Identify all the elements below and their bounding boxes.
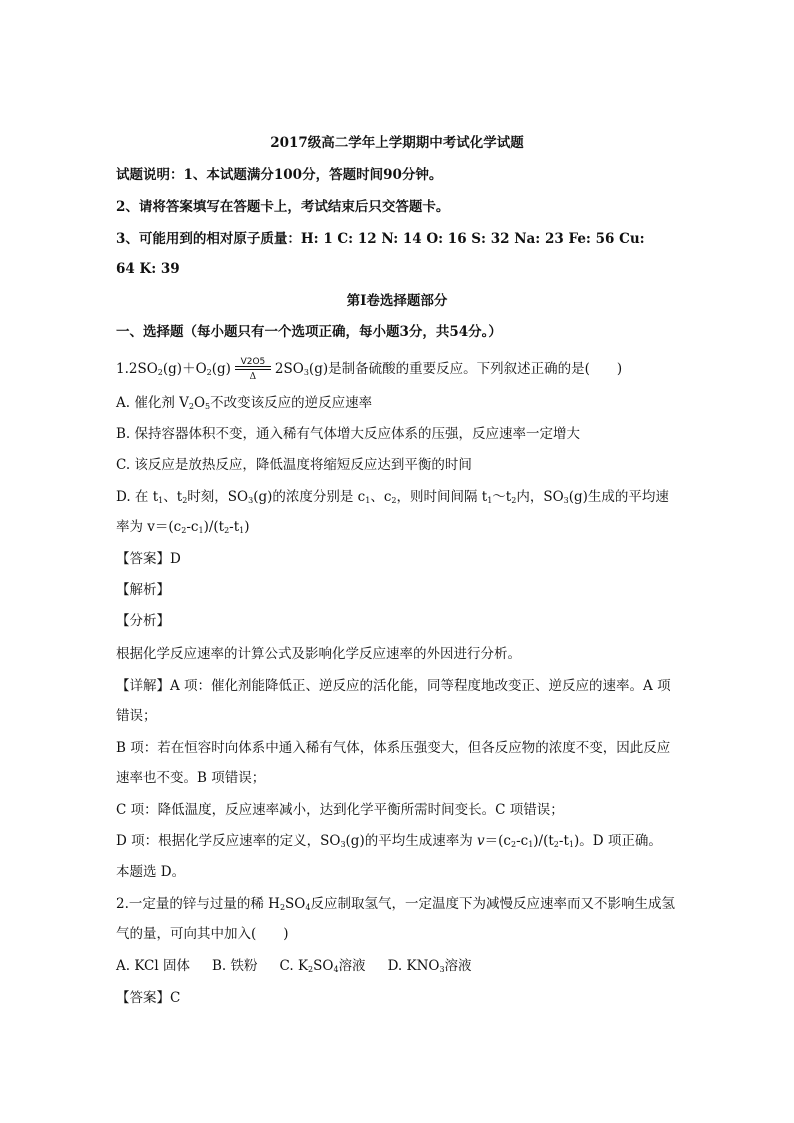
q1-fenxi-label: 【分析】	[116, 613, 170, 629]
q2-option-b: B. 铁粉	[212, 958, 258, 974]
q1-detail-c: C 项：降低温度，反应速率减小，达到化学平衡所需时间变长。C 项错误；	[116, 802, 564, 818]
q1-option-d-cont: 率为 $v=(c_2-c_1)/(t_2-t_1)$	[116, 519, 250, 535]
instructions-line-3-cont: 64 K: 39	[116, 261, 180, 277]
q1-stem: $1.2SO_2(g)+O_2(g)$ $\frac{V2O5}{\Delta}$ $2SO_3(g)$是制备硫酸的重要反应。下列叙述正确的是( )	[116, 357, 623, 382]
q1-option-b: B. 保持容器体积不变，通入稀有气体增大反应体系的压强，反应速率一定增大	[116, 426, 581, 442]
exam-title: 2017级高二学年上学期期中考试化学试题	[270, 135, 524, 151]
q1-analysis-label: 【解析】	[116, 582, 170, 598]
q1-conclusion: 本题选 D。	[116, 864, 186, 880]
q1-detail-d: D 项：根据化学反应速率的定义，$SO_3(g)$的平均生成速率为 $v=(c_2-c_1)/(t_2-t_1)$。D 项正确。	[116, 833, 662, 849]
q1-answer: 【答案】D	[116, 551, 181, 567]
q1-detail-a-cont: 错误；	[116, 708, 157, 724]
q1-option-c: C. 该反应是放热反应，降低温度将缩短反应达到平衡的时间	[116, 457, 472, 473]
q2-option-c: C. $K_2SO_4$溶液	[279, 958, 366, 974]
reaction-condition-arrow: $\frac{V2O5}{\Delta}$	[233, 357, 273, 377]
instructions-line-2: 2、请将答案填写在答题卡上，考试结束后只交答题卡。	[116, 199, 450, 215]
q2-stem: 2.一定量的锌与过量的稀 $H_2SO_4$反应制取氢气，一定温度下为减慢反应速率而又不影响生成氢	[116, 896, 675, 912]
q1-detail-b: B 项：若在恒容时向体系中通入稀有气体，体系压强变大，但各反应物的浓度不变，因此反应	[116, 740, 671, 756]
q1-option-d: D. 在 $t_1$、$t_2$时刻，$SO_3(g)$的浓度分别是 $c_1$、$c_2$，则时间间隔 $t_1\sim t_2$内，$SO_3(g)$生成的平均速	[116, 489, 669, 505]
q2-answer: 【答案】C	[116, 990, 181, 1006]
q1-option-a: A. 催化剂 $V_2O_5$不改变该反应的逆反应速率	[116, 395, 373, 411]
instructions-line-3: 3、可能用到的相对原子质量：H: 1 C: 12 N: 14 O: 16 S: 32 Na: 23 Fe: 56 Cu:	[116, 231, 645, 247]
q1-detail-b-cont: 速率也不变。B 项错误；	[116, 770, 266, 786]
q2-options	[116, 956, 704, 976]
part-title: 第Ⅰ卷选择题部分	[346, 293, 448, 309]
instructions-line-1: 试题说明：1、本试题满分100分，答题时间90分钟。	[116, 167, 443, 183]
q2-option-d: D. $KNO_3$溶液	[387, 958, 472, 974]
q2-stem-cont: 气的量，可向其中加入( )	[116, 926, 289, 942]
section-heading: 一、选择题（每小题只有一个选项正确，每小题3分，共54分。）	[116, 324, 502, 340]
q1-fenxi-text: 根据化学反应速率的计算公式及影响化学反应速率的外因进行分析。	[116, 646, 521, 662]
q2-option-a: A. KCl 固体	[116, 958, 190, 974]
q1-detail-a: 【详解】A 项：催化剂能降低正、逆反应的活化能，同等程度地改变正、逆反应的速率。A 项	[116, 678, 671, 694]
